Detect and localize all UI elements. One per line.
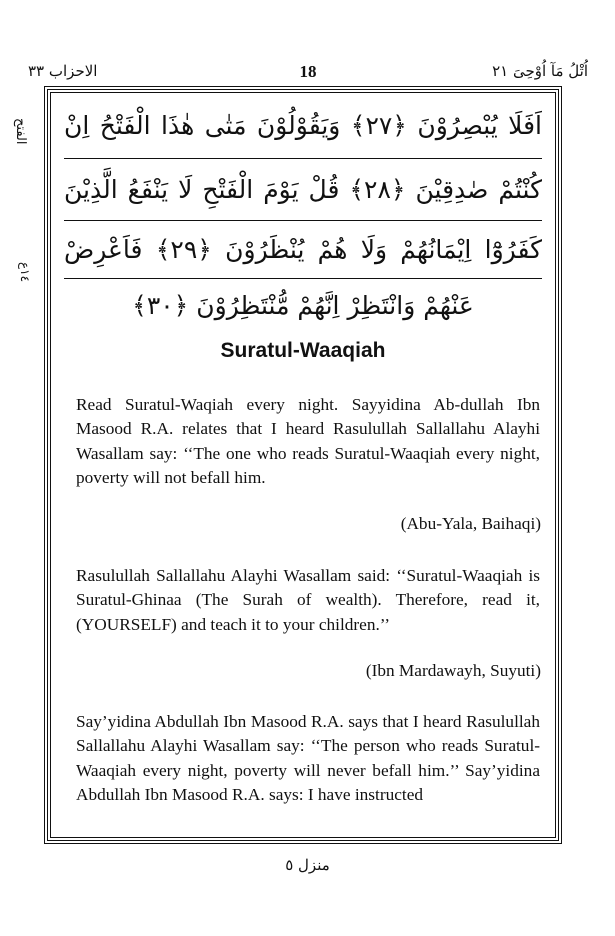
paragraph-3: Say’yidina Abdullah Ibn Masood R.A. says that I heard Rasulullah Sallallahu Alayhi Wasallam say: ‘‘The person who reads Suratul-Waaqiah every night, poverty will never befall him.’’ Say’yidina Abdullah Ibn Masood R.A. says: I have instructed (76, 712, 540, 804)
header-surah-name: الاحزاب ٣٣ (28, 62, 98, 80)
page-footer: منزل ٥ (285, 856, 330, 874)
arabic-verse-line-3: كَفَرُوْٓا اِيْمَانُهُمْ وَلَا هُمْ يُنْظَرُوْنَ ﴿٢٩﴾ فَاَعْرِضْ (64, 235, 542, 264)
verse-divider (64, 278, 542, 279)
margin-surah-label: الفتح (13, 118, 28, 145)
page-number: 18 (299, 62, 317, 81)
paragraph-2-reference: (Ibn Mardawayh, Suyuti) (365, 661, 541, 680)
arabic-verse-line-2: كُنْتُمْ صٰدِقِيْنَ ﴿٢٨﴾ قُلْ يَوْمَ الْفَتْحِ لَا يَنْفَعُ الَّذِيْنَ (64, 175, 542, 204)
page-header (28, 62, 588, 84)
paragraph-2: Rasulullah Sallallahu Alayhi Wasallam said: ‘‘Suratul-Waaqiah is Suratul-Ghinaa (The Surah of wealth). Therefore, read it, (YOURSELF) and teach it to your children.’’ (76, 566, 540, 634)
header-para-name: اُتْلُ مَآ اُوْحِیَ ٢١ (492, 62, 588, 80)
arabic-verse-line-1: اَفَلَا يُبْصِرُوْنَ ﴿٢٧﴾ وَيَقُوْلُوْنَ مَتٰى هٰذَا الْفَتْحُ اِنْ (64, 111, 542, 140)
margin-ruku-label: ١٤ع (18, 262, 32, 283)
paragraph-1-reference: (Abu-Yala, Baihaqi) (400, 514, 541, 533)
arabic-verse-line-4: عَنْهُمْ وَانْتَظِرْ اِنَّهُمْ مُّنْتَظِرُوْنَ ﴿٣٠﴾ (132, 291, 474, 320)
verse-divider (64, 220, 542, 221)
section-title: Suratul-Waaqiah (220, 339, 386, 362)
paragraph-1: Read Suratul-Waqiah every night. Sayyidina Ab-dullah Ibn Masood R.A. relates that I heard Rasulullah Sallallahu Alayhi Wasallam say: ‘‘The one who reads Suratul-Waaqiah every night, poverty will not befall him. (76, 395, 540, 487)
verse-divider (64, 158, 542, 159)
